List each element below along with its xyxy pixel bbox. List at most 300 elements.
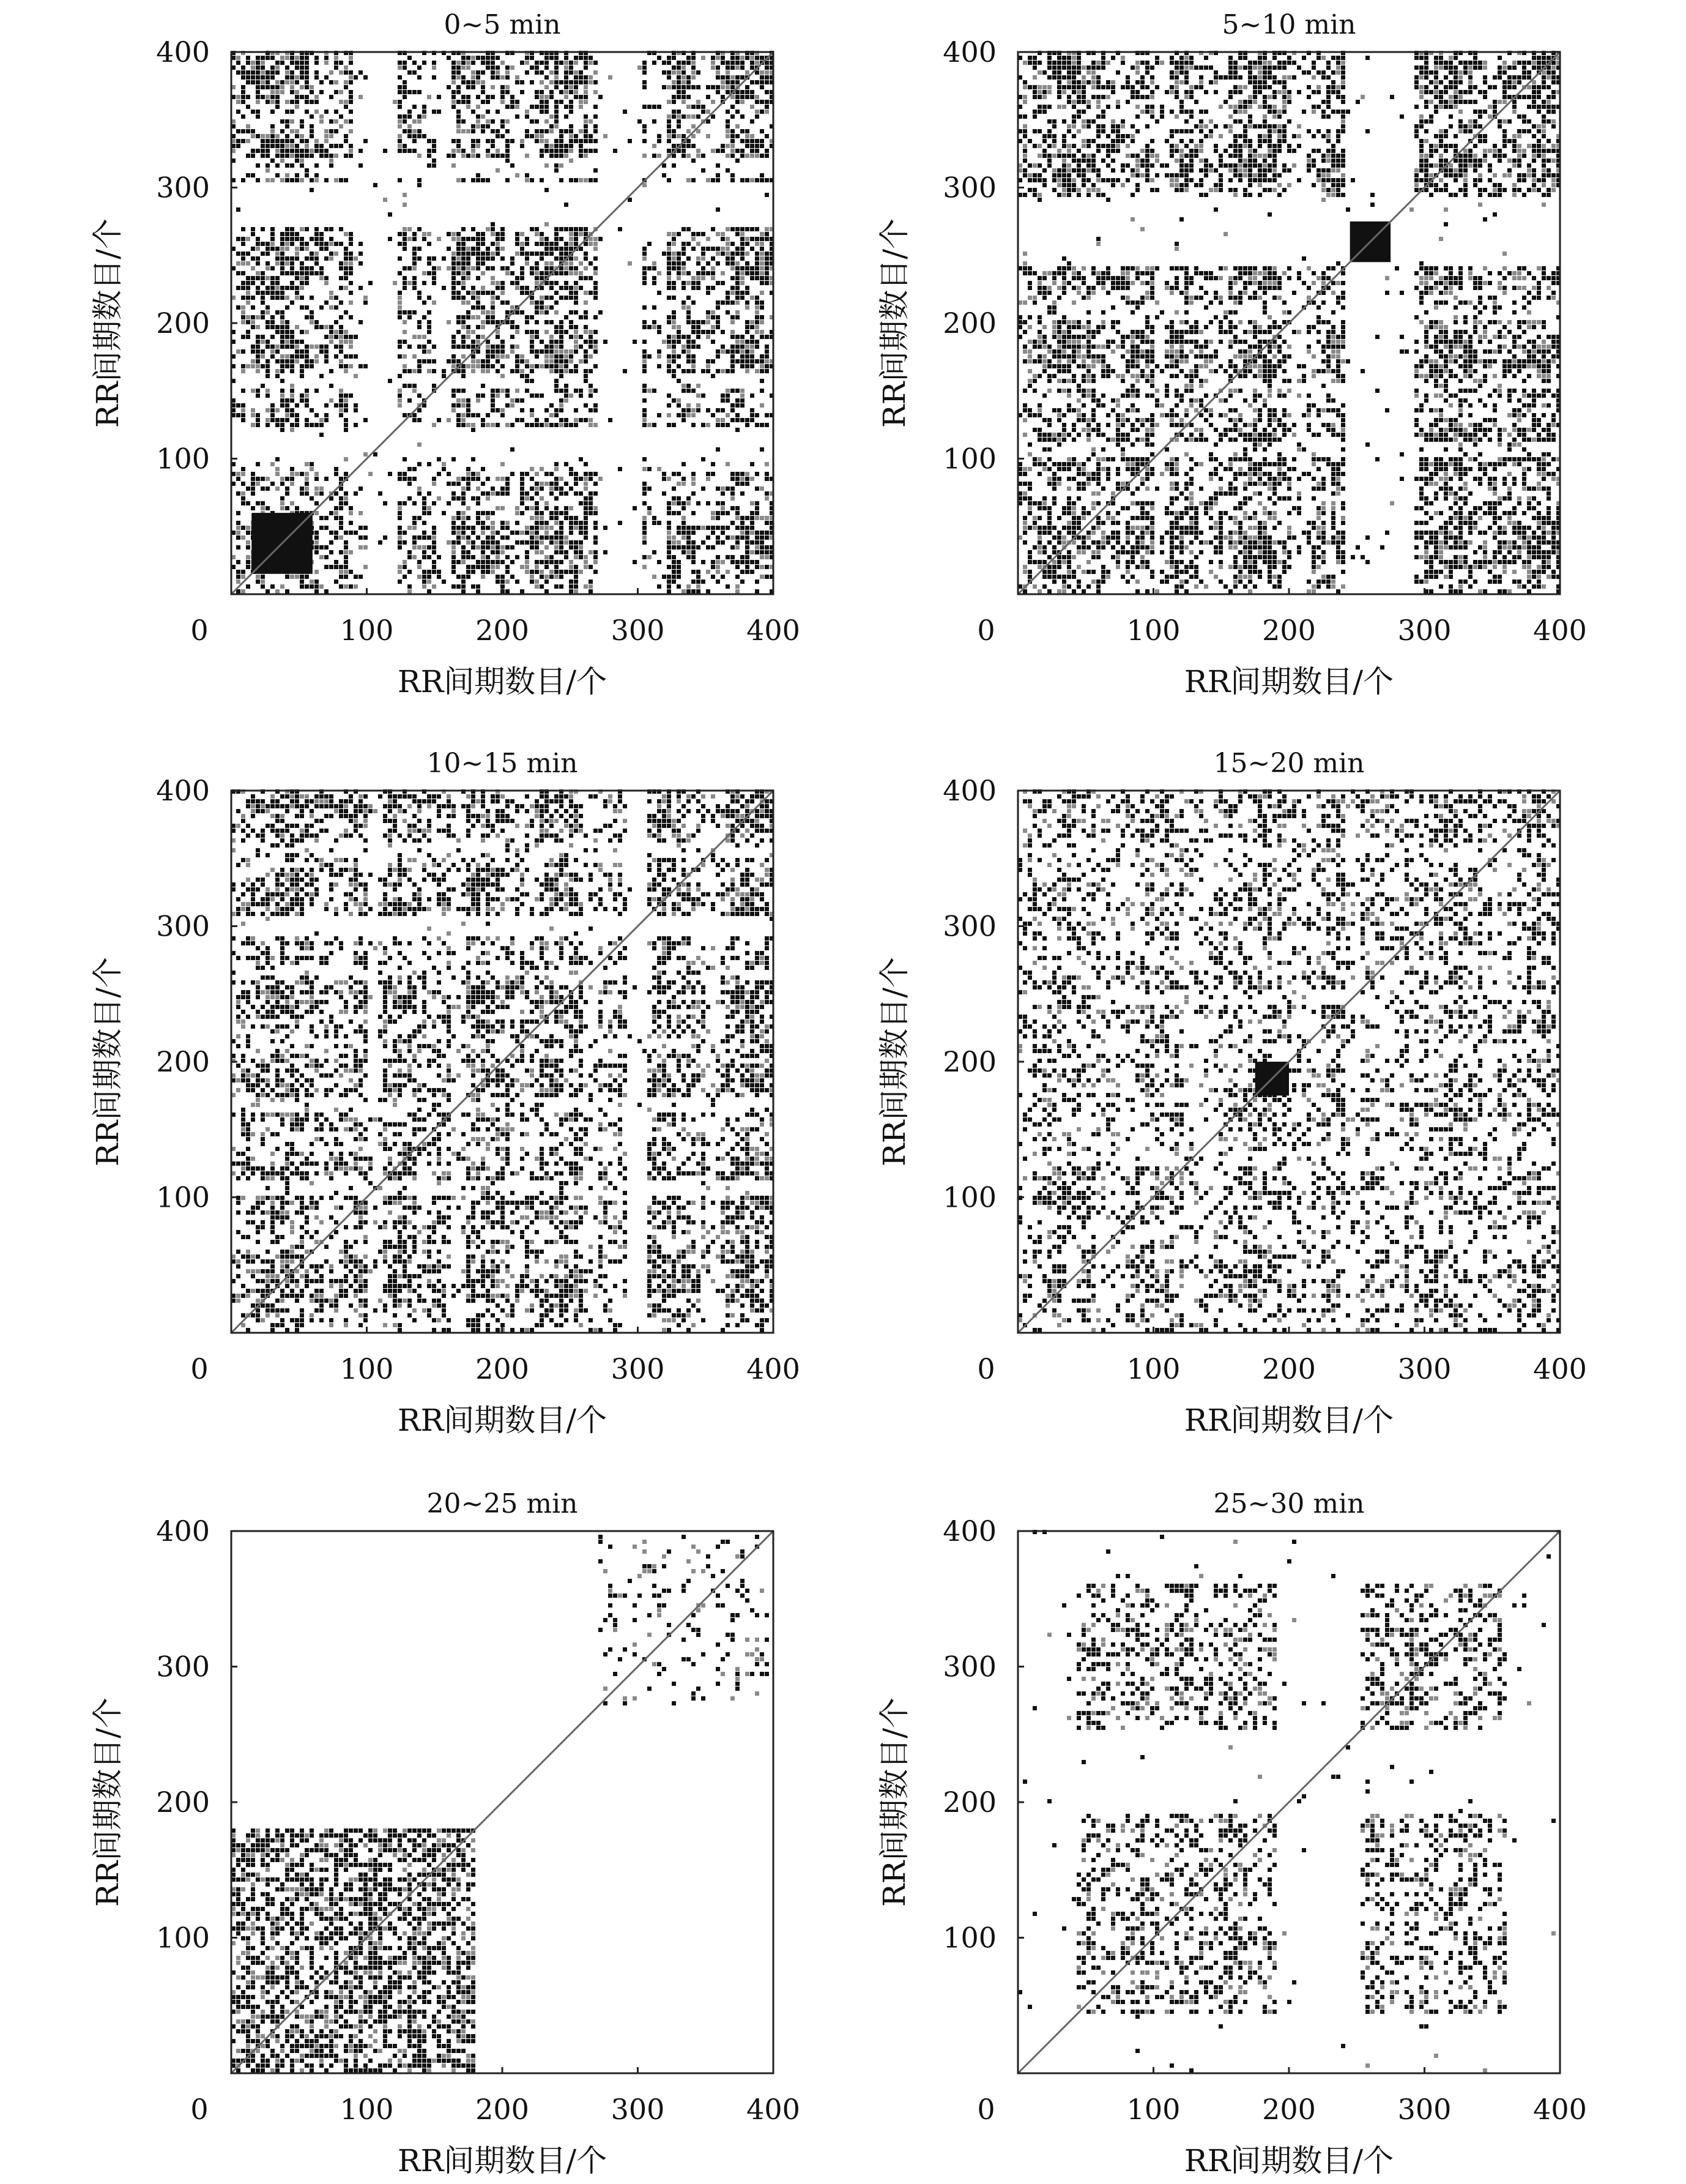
recurrence-point — [584, 340, 588, 344]
recurrence-point — [745, 261, 749, 266]
recurrence-point — [686, 354, 691, 359]
recurrence-point — [471, 291, 475, 295]
recurrence-point — [589, 408, 593, 412]
recurrence-point — [1033, 75, 1037, 80]
recurrence-point — [407, 496, 412, 501]
recurrence-point — [540, 276, 544, 280]
recurrence-point — [280, 369, 284, 373]
recurrence-point — [427, 271, 431, 275]
recurrence-point — [339, 144, 343, 148]
recurrence-point — [1033, 379, 1037, 383]
recurrence-point — [691, 276, 696, 280]
recurrence-point — [554, 389, 559, 393]
recurrence-point — [740, 139, 745, 143]
recurrence-point — [745, 545, 749, 550]
recurrence-point — [1077, 545, 1081, 550]
recurrence-point — [403, 472, 407, 476]
recurrence-point — [711, 247, 715, 251]
recurrence-point — [745, 516, 749, 520]
recurrence-point — [349, 511, 353, 515]
recurrence-point — [740, 95, 745, 99]
recurrence-point — [329, 565, 333, 569]
recurrence-point — [1091, 158, 1096, 163]
recurrence-point — [721, 511, 725, 515]
recurrence-point — [681, 261, 686, 266]
recurrence-point — [261, 584, 265, 589]
recurrence-point — [667, 477, 671, 481]
recurrence-point — [677, 482, 681, 486]
recurrence-point — [657, 349, 661, 354]
recurrence-point — [334, 80, 338, 84]
recurrence-point — [310, 124, 314, 129]
recurrence-point — [354, 354, 358, 359]
recurrence-point — [285, 100, 289, 104]
recurrence-point — [721, 423, 725, 427]
recurrence-point — [726, 129, 730, 133]
recurrence-point — [1057, 80, 1061, 84]
recurrence-point — [1028, 369, 1032, 373]
recurrence-point — [755, 516, 759, 520]
recurrence-point — [735, 149, 740, 153]
recurrence-point — [295, 256, 299, 261]
recurrence-point — [1067, 266, 1071, 270]
recurrence-point — [530, 486, 534, 491]
recurrence-point — [716, 418, 720, 422]
recurrence-point — [765, 550, 769, 554]
recurrence-point — [422, 335, 426, 339]
recurrence-point — [579, 95, 583, 99]
recurrence-point — [1106, 154, 1110, 158]
recurrence-point — [300, 139, 304, 143]
recurrence-point — [432, 271, 436, 275]
recurrence-point — [246, 584, 250, 589]
recurrence-point — [1052, 173, 1057, 177]
recurrence-point — [451, 555, 456, 559]
recurrence-point — [745, 242, 749, 246]
recurrence-point — [1091, 271, 1096, 275]
recurrence-point — [417, 462, 422, 466]
recurrence-point — [1072, 325, 1076, 329]
recurrence-point — [496, 286, 500, 290]
recurrence-point — [525, 491, 529, 496]
recurrence-point — [1057, 168, 1061, 173]
recurrence-point — [1082, 139, 1086, 143]
recurrence-point — [1057, 389, 1061, 393]
recurrence-point — [329, 291, 333, 295]
recurrence-point — [1033, 501, 1037, 505]
recurrence-point — [681, 114, 686, 119]
recurrence-point — [677, 61, 681, 65]
recurrence-point — [256, 501, 260, 505]
recurrence-point — [1057, 589, 1061, 594]
recurrence-point — [295, 158, 299, 163]
recurrence-point — [461, 149, 466, 153]
recurrence-point — [730, 178, 735, 182]
recurrence-point — [1033, 545, 1037, 550]
recurrence-point — [549, 486, 554, 491]
recurrence-point — [584, 374, 588, 378]
recurrence-point — [559, 149, 563, 153]
recurrence-point — [574, 408, 578, 412]
recurrence-point — [466, 555, 470, 559]
recurrence-point — [466, 261, 470, 266]
recurrence-point — [422, 521, 426, 525]
recurrence-point — [354, 584, 358, 589]
recurrence-point — [432, 545, 436, 550]
recurrence-point — [1072, 276, 1076, 280]
recurrence-point — [310, 271, 314, 275]
recurrence-point — [745, 535, 749, 540]
recurrence-point — [726, 310, 730, 315]
recurrence-point — [1091, 477, 1096, 481]
recurrence-point — [584, 369, 588, 373]
recurrence-point — [740, 90, 745, 94]
recurrence-point — [559, 163, 563, 168]
recurrence-point — [525, 261, 529, 266]
recurrence-point — [706, 291, 710, 295]
recurrence-point — [554, 511, 559, 515]
recurrence-point — [765, 90, 769, 94]
recurrence-point — [270, 320, 275, 324]
recurrence-point — [691, 158, 696, 163]
recurrence-point — [706, 535, 710, 540]
recurrence-point — [554, 521, 559, 525]
recurrence-point — [1077, 472, 1081, 476]
recurrence-point — [246, 281, 250, 285]
recurrence-point — [456, 330, 461, 334]
recurrence-point — [285, 398, 289, 403]
recurrence-point — [324, 325, 329, 329]
recurrence-point — [1101, 364, 1105, 368]
recurrence-point — [466, 252, 470, 256]
recurrence-point — [334, 565, 338, 569]
recurrence-point — [765, 154, 769, 158]
recurrence-point — [236, 472, 240, 476]
recurrence-point — [691, 477, 696, 481]
recurrence-point — [266, 168, 270, 173]
recurrence-point — [1096, 545, 1101, 550]
recurrence-point — [755, 178, 759, 182]
recurrence-point — [496, 580, 500, 584]
recurrence-point — [564, 266, 568, 270]
recurrence-point — [1047, 477, 1052, 481]
recurrence-point — [1082, 359, 1086, 363]
recurrence-point — [1086, 482, 1091, 486]
recurrence-point — [471, 56, 475, 60]
recurrence-point — [574, 349, 578, 354]
recurrence-point — [701, 393, 705, 398]
recurrence-point — [1038, 291, 1042, 295]
recurrence-point — [407, 56, 412, 60]
recurrence-point — [540, 100, 544, 104]
recurrence-point — [305, 345, 309, 349]
recurrence-point — [525, 154, 529, 158]
recurrence-point — [266, 70, 270, 75]
recurrence-point — [334, 90, 338, 94]
recurrence-point — [1028, 296, 1032, 300]
recurrence-point — [471, 330, 475, 334]
recurrence-point — [500, 413, 505, 417]
recurrence-point — [760, 555, 764, 559]
recurrence-point — [525, 320, 529, 324]
recurrence-point — [721, 95, 725, 99]
recurrence-point — [1023, 472, 1027, 476]
recurrence-point — [750, 570, 754, 574]
recurrence-point — [314, 413, 319, 417]
recurrence-point — [726, 393, 730, 398]
recurrence-point — [256, 256, 260, 261]
recurrence-point — [569, 266, 573, 270]
recurrence-point — [251, 506, 255, 510]
recurrence-point — [711, 560, 715, 564]
recurrence-point — [584, 178, 588, 182]
recurrence-point — [314, 256, 319, 261]
recurrence-point — [1111, 555, 1115, 559]
recurrence-point — [1086, 511, 1091, 515]
recurrence-point — [1106, 198, 1110, 202]
recurrence-point — [544, 408, 549, 412]
recurrence-point — [530, 119, 534, 124]
recurrence-point — [310, 90, 314, 94]
recurrence-point — [672, 65, 676, 70]
recurrence-point — [1047, 144, 1052, 148]
recurrence-point — [740, 178, 745, 182]
recurrence-point — [579, 531, 583, 535]
recurrence-point — [642, 535, 647, 540]
recurrence-point — [344, 496, 348, 501]
recurrence-point — [1062, 75, 1066, 80]
recurrence-point — [584, 330, 588, 334]
recurrence-point — [500, 291, 505, 295]
recurrence-point — [564, 80, 568, 84]
recurrence-point — [540, 540, 544, 545]
recurrence-point — [491, 408, 495, 412]
recurrence-point — [1052, 271, 1057, 275]
recurrence-point — [319, 266, 324, 270]
recurrence-point — [1091, 389, 1096, 393]
recurrence-point — [706, 286, 710, 290]
recurrence-point — [564, 393, 568, 398]
recurrence-point — [1052, 349, 1057, 354]
recurrence-point — [349, 61, 353, 65]
recurrence-point — [701, 105, 705, 109]
recurrence-point — [349, 584, 353, 589]
recurrence-point — [417, 545, 422, 550]
recurrence-point — [1101, 545, 1105, 550]
recurrence-point — [647, 511, 652, 515]
recurrence-point — [486, 178, 490, 182]
recurrence-point — [491, 305, 495, 310]
recurrence-point — [691, 491, 696, 496]
recurrence-point — [471, 139, 475, 143]
recurrence-point — [593, 389, 598, 393]
recurrence-point — [319, 325, 324, 329]
recurrence-point — [403, 129, 407, 133]
recurrence-point — [295, 173, 299, 177]
recurrence-point — [1106, 413, 1110, 417]
recurrence-point — [500, 286, 505, 290]
recurrence-point — [324, 589, 329, 594]
recurrence-point — [300, 261, 304, 266]
recurrence-point — [584, 256, 588, 261]
recurrence-point — [544, 345, 549, 349]
recurrence-point — [1042, 345, 1047, 349]
recurrence-point — [314, 163, 319, 168]
recurrence-point — [349, 232, 353, 236]
recurrence-point — [354, 408, 358, 412]
recurrence-point — [403, 247, 407, 251]
recurrence-point — [398, 472, 402, 476]
recurrence-point — [1091, 452, 1096, 457]
recurrence-point — [755, 100, 759, 104]
recurrence-point — [481, 418, 485, 422]
recurrence-point — [1101, 114, 1105, 119]
recurrence-point — [730, 535, 735, 540]
recurrence-point — [1072, 144, 1076, 148]
recurrence-point — [750, 178, 754, 182]
recurrence-point — [1023, 418, 1027, 422]
recurrence-point — [520, 242, 524, 246]
recurrence-point — [750, 359, 754, 363]
recurrence-point — [589, 384, 593, 388]
recurrence-point — [1082, 467, 1086, 471]
recurrence-point — [535, 531, 539, 535]
recurrence-point — [716, 447, 720, 452]
recurrence-point — [579, 149, 583, 153]
recurrence-point — [750, 418, 754, 422]
recurrence-point — [486, 315, 490, 319]
recurrence-point — [496, 560, 500, 564]
recurrence-point — [236, 207, 240, 212]
recurrence-point — [1077, 418, 1081, 422]
recurrence-point — [515, 521, 519, 525]
recurrence-point — [657, 271, 661, 275]
recurrence-point — [1023, 124, 1027, 129]
recurrence-point — [417, 393, 422, 398]
recurrence-point — [1101, 457, 1105, 461]
recurrence-point — [300, 242, 304, 246]
recurrence-point — [461, 129, 466, 133]
recurrence-point — [261, 134, 265, 138]
recurrence-point — [1028, 271, 1032, 275]
recurrence-point — [1062, 330, 1066, 334]
recurrence-point — [476, 232, 480, 236]
recurrence-point — [549, 516, 554, 520]
recurrence-point — [1106, 535, 1110, 540]
recurrence-point — [569, 359, 573, 363]
recurrence-point — [691, 359, 696, 363]
recurrence-point — [642, 266, 647, 270]
recurrence-point — [584, 310, 588, 315]
recurrence-point — [314, 325, 319, 329]
recurrence-point — [735, 80, 740, 84]
recurrence-point — [735, 418, 740, 422]
recurrence-point — [544, 105, 549, 109]
recurrence-point — [1033, 65, 1037, 70]
recurrence-point — [726, 423, 730, 427]
recurrence-point — [515, 330, 519, 334]
recurrence-point — [593, 70, 598, 75]
recurrence-point — [535, 276, 539, 280]
recurrence-point — [422, 349, 426, 354]
recurrence-point — [314, 237, 319, 241]
recurrence-point — [280, 340, 284, 344]
recurrence-point — [657, 291, 661, 295]
panel-2 — [877, 9, 1587, 699]
recurrence-point — [280, 398, 284, 403]
recurrence-point — [334, 472, 338, 476]
recurrence-point — [696, 256, 700, 261]
recurrence-point — [1062, 65, 1066, 70]
recurrence-point — [481, 242, 485, 246]
recurrence-point — [515, 325, 519, 329]
recurrence-point — [256, 354, 260, 359]
recurrence-point — [574, 491, 578, 496]
recurrence-point — [466, 100, 470, 104]
recurrence-point — [535, 320, 539, 324]
recurrence-point — [417, 560, 422, 564]
recurrence-point — [696, 325, 700, 329]
recurrence-point — [324, 134, 329, 138]
recurrence-point — [451, 393, 456, 398]
recurrence-point — [730, 521, 735, 525]
recurrence-point — [496, 359, 500, 363]
recurrence-point — [530, 516, 534, 520]
recurrence-point — [295, 291, 299, 295]
recurrence-point — [339, 300, 343, 305]
recurrence-point — [1028, 163, 1032, 168]
recurrence-point — [549, 242, 554, 246]
recurrence-point — [672, 242, 676, 246]
recurrence-point — [270, 100, 275, 104]
recurrence-point — [726, 300, 730, 305]
recurrence-point — [349, 100, 353, 104]
recurrence-point — [544, 472, 549, 476]
recurrence-point — [246, 276, 250, 280]
recurrence-point — [1057, 56, 1061, 60]
recurrence-point — [1072, 345, 1076, 349]
recurrence-point — [241, 472, 245, 476]
recurrence-point — [696, 570, 700, 574]
recurrence-point — [569, 531, 573, 535]
recurrence-point — [447, 320, 451, 324]
recurrence-point — [305, 354, 309, 359]
recurrence-point — [496, 393, 500, 398]
recurrence-point — [505, 423, 510, 427]
recurrence-point — [1096, 398, 1101, 403]
recurrence-point — [681, 65, 686, 70]
recurrence-point — [549, 252, 554, 256]
recurrence-point — [1047, 349, 1052, 354]
recurrence-point — [677, 256, 681, 261]
recurrence-point — [344, 540, 348, 545]
recurrence-point — [554, 247, 559, 251]
recurrence-point — [755, 144, 759, 148]
recurrence-point — [598, 310, 603, 315]
recurrence-point — [500, 486, 505, 491]
recurrence-point — [1096, 178, 1101, 182]
recurrence-point — [1042, 335, 1047, 339]
recurrence-point — [549, 535, 554, 540]
recurrence-point — [280, 56, 284, 60]
recurrence-point — [569, 570, 573, 574]
recurrence-point — [1028, 413, 1032, 417]
recurrence-point — [270, 418, 275, 422]
recurrence-point — [721, 408, 725, 412]
recurrence-point — [324, 61, 329, 65]
recurrence-point — [1096, 85, 1101, 89]
recurrence-point — [535, 310, 539, 315]
